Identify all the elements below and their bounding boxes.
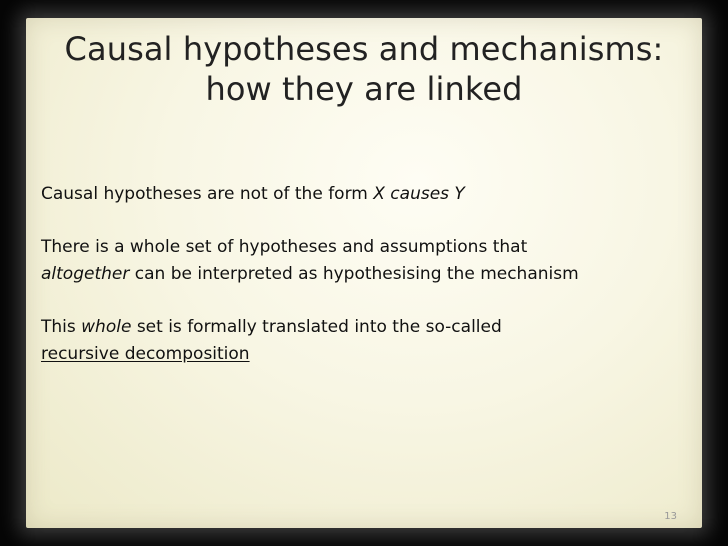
slide-body bbox=[41, 181, 691, 368]
paragraph-1 bbox=[41, 181, 691, 208]
slide-title-line-2: how they are linked bbox=[205, 70, 523, 108]
slide-title-line-1: Causal hypotheses and mechanisms: bbox=[64, 30, 664, 68]
paragraph-2-line-2-text: can be interpreted as hypothesising the mechanism bbox=[129, 264, 579, 284]
paragraph-1-italic: X causes Y bbox=[373, 184, 465, 204]
paragraph-3-prefix: This bbox=[41, 317, 82, 337]
slide bbox=[26, 18, 702, 528]
page-number: 13 bbox=[664, 511, 677, 522]
paragraph-1-text: Causal hypotheses are not of the form bbox=[41, 184, 374, 204]
slide-title bbox=[26, 29, 702, 109]
paragraph-2-line-1: There is a whole set of hypotheses and assumptions that bbox=[41, 237, 528, 257]
paragraph-2-italic: altogether bbox=[41, 264, 130, 284]
paragraph-3-line-2 bbox=[41, 341, 691, 368]
paragraph-3-line-1-text: set is formally translated into the so-called bbox=[131, 317, 502, 337]
paragraph-3-italic: whole bbox=[81, 317, 132, 337]
recursive-decomposition-term: recursive decomposition bbox=[41, 344, 250, 364]
paragraph-3-line-1 bbox=[41, 314, 691, 341]
paragraph-2-line-2 bbox=[41, 261, 691, 288]
